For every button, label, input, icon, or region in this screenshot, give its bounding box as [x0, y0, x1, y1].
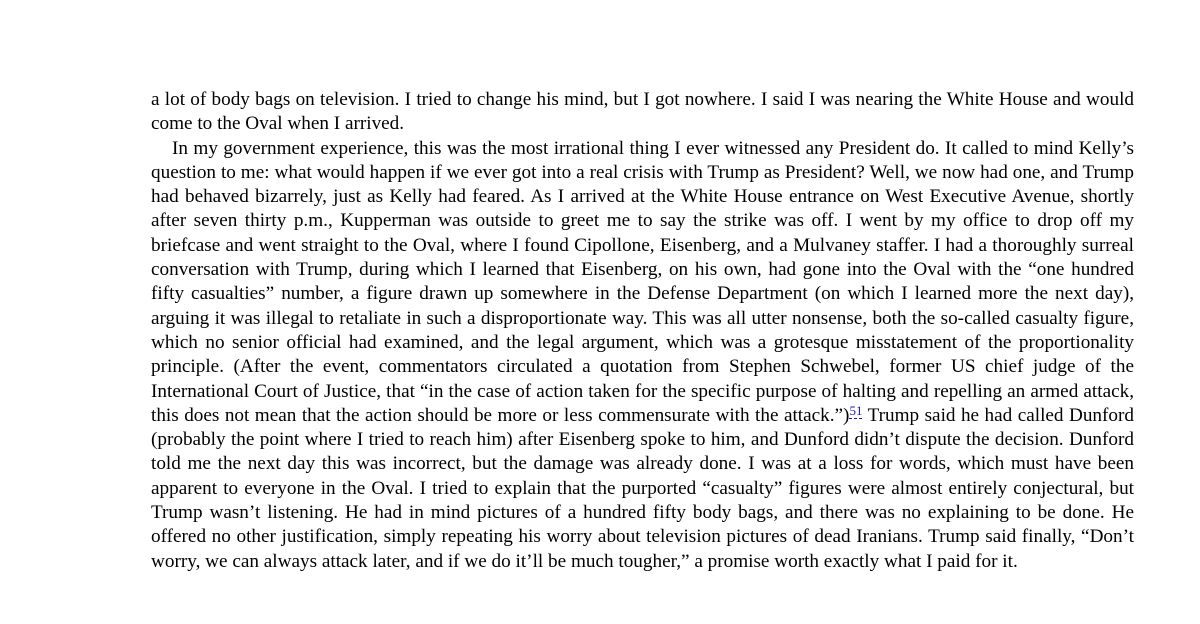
paragraph-main	[151, 137, 1134, 574]
paragraph-continuation: a lot of body bags on television. I tried to change his mind, but I got nowhere. I said I was nearing the White House and would come to the Oval when I arrived.	[151, 89, 1134, 135]
paragraph-main-text-end: Trump said he had called Dunford (probably the point where I tried to reach him) after Eisenberg spoke to him, and Dunford didn’t dispute the decision. Dunford told me the next day this was incorrect, but the damage was already done. I was at a loss for words, which must have been apparent to everyone in the Oval. I tried to explain that the purported “casualty” figures were almost entirely conjectural, but Trump wasn’t listening. He had in mind pictures of a hundred fifty body bags, and there was no explaining to be done. He offered no other justification, simply repeating his worry about television pictures of dead Iranians. Trump said finally, “Don’t worry, we can always attack later, and if we do it’ll be much tougher,” a promise worth exactly what I paid for it.	[151, 404, 1134, 572]
document-page	[151, 88, 1134, 574]
footnote-link[interactable]: 51	[849, 402, 863, 418]
paragraph-main-text-start: In my government experience, this was the most irrational thing I ever witnessed any President do. It called to mind Kelly’s question to me: what would happen if we ever got into a real crisis with Trump as President? Well, we now had one, and Trump had behaved bizarrely, just as Kelly had feared. As I arrived at the White House entrance on West Executive Avenue, shortly after seven thirty p.m., Kupperman was outside to greet me to say the strike was off. I went by my office to drop off my briefcase and went straight to the Oval, where I found Cipollone, Eisenberg, and a Mulvaney staffer. I had a thoroughly surreal conversation with Trump, during which I learned that Eisenberg, on his own, had gone into the Oval with the “one hundred fifty casualties” number, a figure drawn up somewhere in the Defense Department (on which I learned more the next day), arguing it was illegal to retaliate in such a disproportionate way. This was all utter nonsense, both the so-called casualty figure, which no senior official had examined, and the legal argument, which was a grotesque misstatement of the proportionality principle. (After the event, commentators circulated a quotation from Stephen Schwebel, former US chief judge of the International Court of Justice, that “in the case of action taken for the specific purpose of halting and repelling an armed attack, this does not mean that the action should be more or less commensurate with the attack.”)	[151, 137, 1134, 426]
